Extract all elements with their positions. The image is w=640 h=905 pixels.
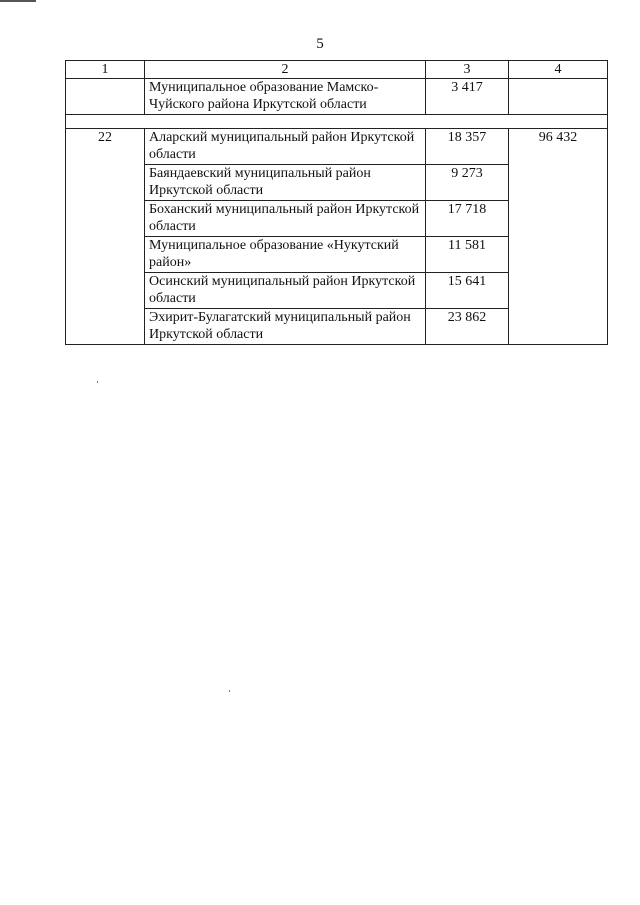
district-value-cell: 11 581 xyxy=(426,237,509,273)
carry-number-cell xyxy=(66,79,145,115)
district-name-cell: Осинский муниципальный район Иркутской области xyxy=(145,273,426,309)
table-row xyxy=(66,129,608,165)
district-name-cell: Эхирит-Булагатский муниципальный район Иркутской области xyxy=(145,309,426,345)
carry-total-cell xyxy=(509,79,608,115)
district-value-cell: 9 273 xyxy=(426,165,509,201)
district-value-cell: 17 718 xyxy=(426,201,509,237)
table-header-row xyxy=(66,61,608,79)
header-cell-3: 3 xyxy=(426,61,509,79)
scan-speck xyxy=(229,690,230,692)
table-spacer-row xyxy=(66,115,608,129)
header-cell-4: 4 xyxy=(509,61,608,79)
district-value-cell: 23 862 xyxy=(426,309,509,345)
page-number: 5 xyxy=(316,36,324,52)
district-name-cell: Муниципальное образование «Нукутский район» xyxy=(145,237,426,273)
district-value-cell: 18 357 xyxy=(426,129,509,165)
district-value-cell: 15 641 xyxy=(426,273,509,309)
allocation-table xyxy=(65,60,608,345)
district-name-cell: Аларский муниципальный район Иркутской области xyxy=(145,129,426,165)
table-row-carry xyxy=(66,79,608,115)
group-total-cell: 96 432 xyxy=(509,129,608,345)
top-edge-rule xyxy=(0,0,36,2)
district-name-cell: Боханский муниципальный район Иркутской области xyxy=(145,201,426,237)
carry-value-cell: 3 417 xyxy=(426,79,509,115)
header-cell-1: 1 xyxy=(66,61,145,79)
scan-speck xyxy=(97,381,98,383)
group-number-cell: 22 xyxy=(66,129,145,345)
district-name-cell: Баяндаевский муниципальный район Иркутской области xyxy=(145,165,426,201)
carry-name-cell: Муниципальное образование Мамско-Чуйского района Иркутской области xyxy=(145,79,426,115)
header-cell-2: 2 xyxy=(145,61,426,79)
spacer-cell xyxy=(66,115,608,129)
